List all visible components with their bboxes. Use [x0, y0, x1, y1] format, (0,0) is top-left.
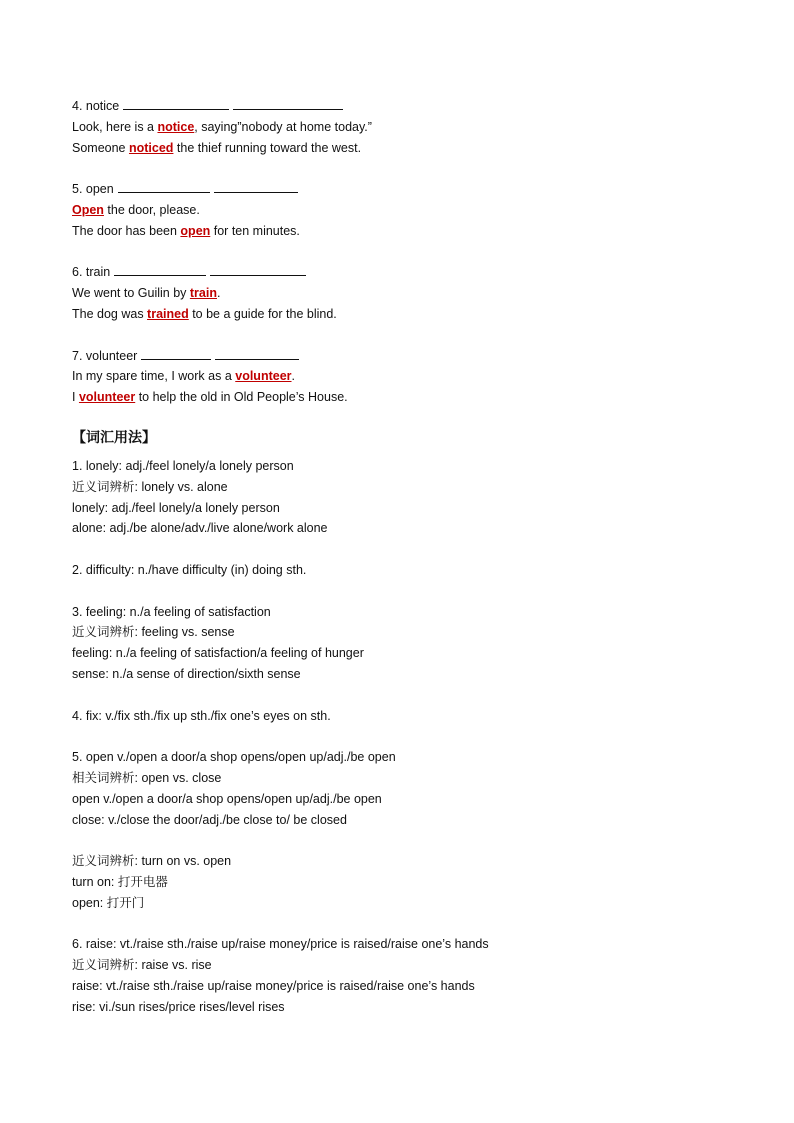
- answer-word: open: [180, 223, 211, 238]
- answer-word: trained: [147, 306, 189, 321]
- usage-line: 近义词辨析: raise vs. rise: [72, 958, 212, 973]
- usage-line: 近义词辨析: turn on vs. open: [72, 854, 232, 869]
- usage-line: rise: vi./sun rises/price rises/level rises: [72, 999, 285, 1014]
- usage-line: alone: adj./be alone/adv./live alone/work alone: [72, 521, 328, 536]
- sentence-text: Someone: [72, 140, 129, 155]
- word-label: 5. open: [72, 182, 114, 197]
- usage-line: 1. lonely: adj./feel lonely/a lonely person: [72, 458, 294, 473]
- example-sentence: [72, 221, 732, 242]
- answer-word: volunteer: [235, 369, 292, 384]
- usage-line: 相关词辨析: open vs. close: [72, 770, 222, 785]
- usage-line: lonely: adj./feel lonely/a lonely person: [72, 500, 280, 515]
- document-page: [72, 96, 732, 1017]
- usage-line: 5. open v./open a door/a shop opens/open up/adj./be open: [72, 750, 396, 765]
- sentence-text: the thief running toward the west.: [173, 140, 362, 155]
- usage-line: 近义词辨析: feeling vs. sense: [72, 625, 235, 640]
- sentence-text: .: [216, 286, 221, 301]
- answer-blank: [114, 262, 206, 276]
- word-prompt-notice: [72, 96, 732, 117]
- word-prompt-open: [72, 179, 732, 200]
- word-prompt-train: [72, 262, 732, 283]
- answer-blank: [123, 96, 229, 110]
- example-sentence: [72, 387, 732, 408]
- usage-line: 2. difficulty: n./have difficulty (in) doing sth.: [72, 562, 307, 577]
- answer-blank: [210, 262, 306, 276]
- word-prompt-volunteer: [72, 346, 732, 367]
- section-heading: 【词汇用法】: [72, 428, 156, 445]
- sentence-text: We went to Guilin by: [72, 286, 190, 301]
- word-label: 4. notice: [72, 99, 120, 113]
- usage-line: open v./open a door/a shop opens/open up/adj./be open: [72, 791, 382, 806]
- usage-line: 3. feeling: n./a feeling of satisfaction: [72, 604, 271, 619]
- usage-line: 6. raise: vt./raise sth./raise up/raise money/price is raised/raise one’s hands: [72, 937, 489, 952]
- word-label: 7. volunteer: [72, 348, 138, 363]
- sentence-text: Look, here is a: [72, 119, 158, 134]
- answer-word: notice: [157, 119, 195, 134]
- sentence-text: The dog was: [72, 306, 148, 321]
- example-sentence: [72, 138, 732, 159]
- example-sentence: [72, 366, 732, 387]
- sentence-text: the door, please.: [103, 202, 200, 217]
- sentence-text: for ten minutes.: [210, 223, 300, 238]
- sentence-text: In my spare time, I work as a: [72, 369, 236, 384]
- answer-word: train: [189, 286, 217, 301]
- usage-line: sense: n./a sense of direction/sixth sense: [72, 666, 301, 681]
- example-sentence: [72, 200, 732, 221]
- sentence-text: to be a guide for the blind.: [188, 306, 337, 321]
- usage-line: feeling: n./a feeling of satisfaction/a feeling of hunger: [72, 646, 364, 661]
- usage-line: 4. fix: v./fix sth./fix up sth./fix one’s eyes on sth.: [72, 708, 331, 723]
- sentence-text: I: [72, 390, 79, 405]
- answer-blank: [141, 346, 211, 360]
- answer-word: Open: [72, 202, 104, 217]
- word-label: 6. train: [72, 265, 111, 280]
- answer-blank: [118, 179, 210, 193]
- sentence-text: The door has been: [72, 223, 181, 238]
- answer-blank: [214, 179, 298, 193]
- sentence-text: , saying”nobody at home today.”: [194, 119, 372, 134]
- usage-line: 近义词辨析: lonely vs. alone: [72, 479, 228, 494]
- usage-line: raise: vt./raise sth./raise up/raise money/price is raised/raise one’s hands: [72, 978, 475, 993]
- usage-line: open: 打开门: [72, 895, 145, 910]
- answer-word: noticed: [128, 140, 174, 155]
- example-sentence: [72, 304, 732, 325]
- example-sentence: [72, 283, 732, 304]
- answer-blank: [215, 346, 299, 360]
- sentence-text: to help the old in Old People’s House.: [135, 390, 348, 405]
- sentence-text: .: [291, 369, 295, 384]
- example-sentence: [72, 117, 732, 138]
- answer-blank: [233, 96, 343, 110]
- answer-word: volunteer: [78, 390, 136, 405]
- usage-line: turn on: 打开电器: [72, 874, 168, 889]
- usage-line: close: v./close the door/adj./be close to/ be closed: [72, 812, 347, 827]
